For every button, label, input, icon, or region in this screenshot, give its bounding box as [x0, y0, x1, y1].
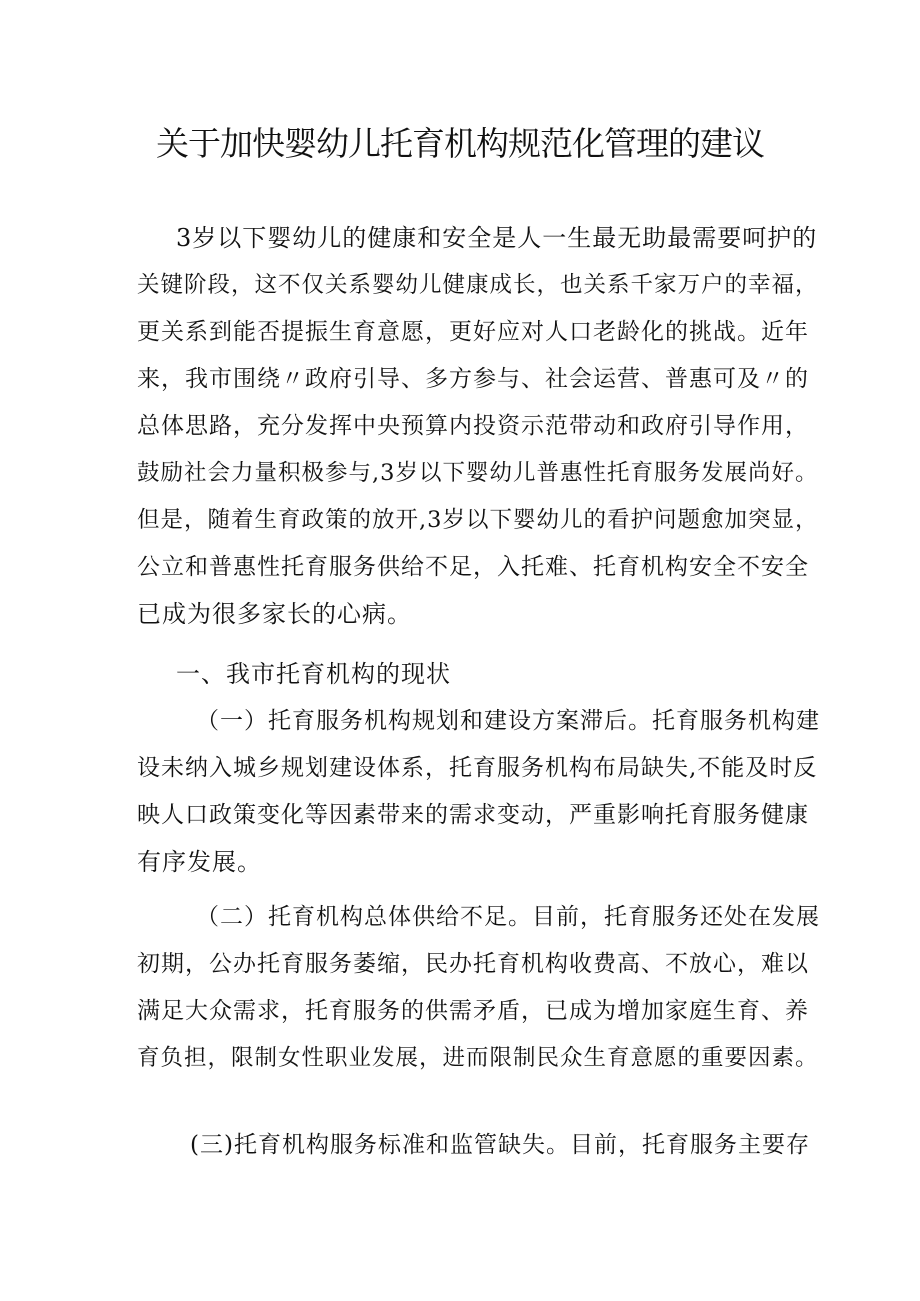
body-line: (三)托育机构服务标准和监管缺失。目前，托育服务主要存 — [190, 1132, 810, 1158]
body-line: 满足大众需求，托育服务的供需矛盾，已成为增加家庭生育、养 — [137, 998, 809, 1024]
body-line: 设未纳入城乡规划建设体系，托育服务机构布局缺失,不能及时反 — [137, 755, 818, 781]
body-line: 公立和普惠性托育服务供给不足，入托难、托育机构安全不安全 — [137, 554, 809, 580]
body-line: 已成为很多家长的心病。 — [137, 600, 412, 628]
body-line: 3岁以下婴幼儿的健康和安全是人一生最无助最需要呵护的 — [176, 224, 818, 252]
document-title: 关于加快婴幼儿托育机构规范化管理的建议 — [156, 124, 764, 163]
body-line: 更关系到能否提振生育意愿，更好应对人口老龄化的挑战。近年 — [137, 319, 809, 345]
body-line: 总体思路，充分发挥中央预算内投资示范带动和政府引导作用， — [137, 413, 809, 439]
body-line: 初期，公办托育服务萎缩，民办托育机构收费高、不放心，难以 — [137, 951, 809, 977]
section-heading: 一、我市托育机构的现状 — [176, 660, 451, 688]
body-line: （一）托育服务机构规划和建设方案滞后。托育服务机构建 — [196, 708, 820, 734]
body-line: 有序发展。 — [137, 848, 262, 876]
body-line: 鼓励社会力量积极参与,3岁以下婴幼儿普惠性托育服务发展尚好。 — [137, 460, 819, 486]
body-line: 映人口政策变化等因素带来的需求变动，严重影响托育服务健康 — [137, 802, 809, 828]
body-line: 但是，随着生育政策的放开,3岁以下婴幼儿的看护问题愈加突显， — [137, 507, 819, 533]
body-line: 来，我市围绕〃政府引导、多方参与、社会运营、普惠可及〃的 — [137, 366, 809, 392]
body-line: 关键阶段，这不仅关系婴幼儿健康成长，也关系千家万户的幸福， — [137, 272, 819, 298]
body-line: （二）托育机构总体供给不足。目前，托育服务还处在发展 — [196, 904, 820, 930]
body-line: 育负担，限制女性职业发展，进而限制民众生育意愿的重要因素。 — [137, 1045, 819, 1071]
